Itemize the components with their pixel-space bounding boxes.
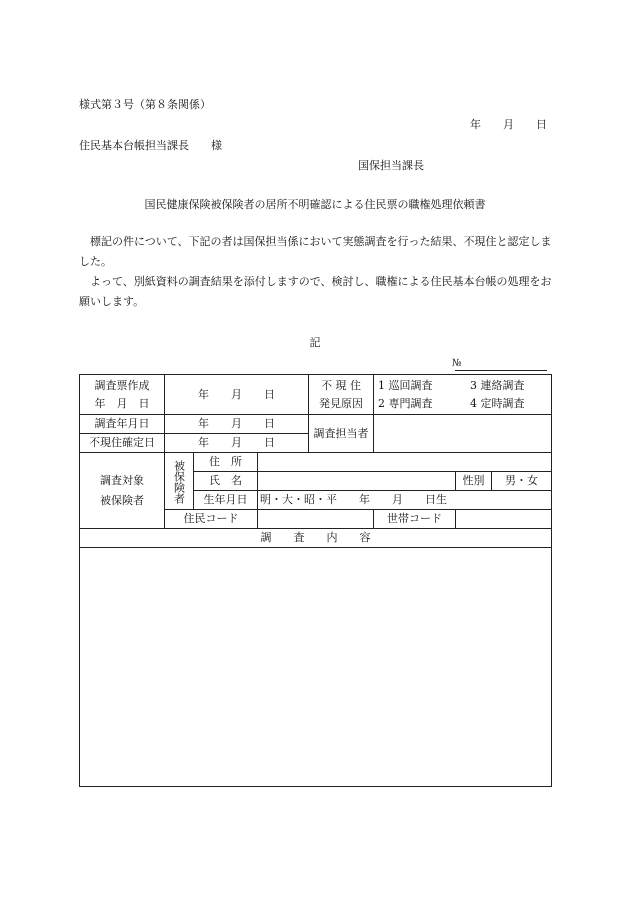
sheet-created-line2: 年 月 日 xyxy=(94,396,150,410)
resident-code-value[interactable] xyxy=(258,510,374,529)
discovery-options[interactable] xyxy=(374,375,552,415)
survey-contents-header: 調 査 内 容 xyxy=(80,529,552,548)
discovery-cause-line1: 不 現 住 xyxy=(321,378,361,392)
survey-contents-area[interactable] xyxy=(80,548,552,787)
form-number: 様式第３号（第８条関係） xyxy=(79,98,211,111)
nonresidence-date-value[interactable]: 年 月 日 xyxy=(165,434,309,453)
option-regular: 4 定時調査 xyxy=(470,396,525,410)
name-value[interactable] xyxy=(258,472,456,491)
survey-date-value[interactable]: 年 月 日 xyxy=(165,415,309,434)
target-insured-line2: 被保険者 xyxy=(100,493,144,507)
ki-label: 記 xyxy=(309,336,321,349)
sender: 国保担当課長 xyxy=(358,159,424,172)
birthdate-value[interactable]: 明・大・昭・平 年 月 日生 xyxy=(258,491,552,510)
birthdate-label: 生年月日 xyxy=(194,491,258,510)
name-label: 氏 名 xyxy=(194,472,258,491)
sheet-created-date[interactable]: 年 月 日 xyxy=(165,375,309,415)
number-label: № xyxy=(452,358,462,369)
resident-code-label: 住民コード xyxy=(165,510,258,529)
sheet-created-line1: 調査票作成 xyxy=(94,378,150,392)
address-value[interactable] xyxy=(258,453,552,472)
address-label: 住 所 xyxy=(194,453,258,472)
insured-vertical-label xyxy=(165,453,194,510)
discovery-cause-line2: 発見原因 xyxy=(319,396,363,410)
surveyor-value[interactable] xyxy=(374,415,552,453)
target-insured-line1: 調査対象 xyxy=(100,473,144,487)
document-title: 国民健康保険被保険者の居所不明確認による住民票の職権処理依頼書 xyxy=(144,198,486,211)
gender-label: 性別 xyxy=(456,472,492,491)
body-paragraph-1: 標記の件について、下記の者は国保担当係において実態調査を行った結果、不現住と認定しました。 xyxy=(79,235,552,268)
addressee: 住民基本台帳担当課長 様 xyxy=(79,139,222,152)
discovery-cause-label xyxy=(309,375,374,415)
option-patrol: 1 巡回調査 xyxy=(378,378,433,392)
number-underline xyxy=(455,370,547,371)
option-contact: 3 連絡調査 xyxy=(470,378,525,392)
insured-vertical-text: 被保険者 xyxy=(172,460,186,504)
survey-form-table xyxy=(79,374,552,787)
sheet-created-label xyxy=(80,375,165,415)
body-text xyxy=(79,232,554,312)
date-line: 年 月 日 xyxy=(470,118,547,131)
nonresidence-date-label: 不現住確定日 xyxy=(80,434,165,453)
surveyor-label: 調査担当者 xyxy=(309,415,374,453)
target-insured-label xyxy=(80,453,165,529)
survey-date-label: 調査年月日 xyxy=(80,415,165,434)
option-special: 2 専門調査 xyxy=(378,396,433,410)
household-code-value[interactable] xyxy=(456,510,552,529)
gender-value[interactable]: 男・女 xyxy=(492,472,552,491)
household-code-label: 世帯コード xyxy=(374,510,456,529)
body-paragraph-2: よって、別紙資料の調査結果を添付しますので、検討し、職権による住民基本台帳の処理をお願いします。 xyxy=(79,275,552,308)
